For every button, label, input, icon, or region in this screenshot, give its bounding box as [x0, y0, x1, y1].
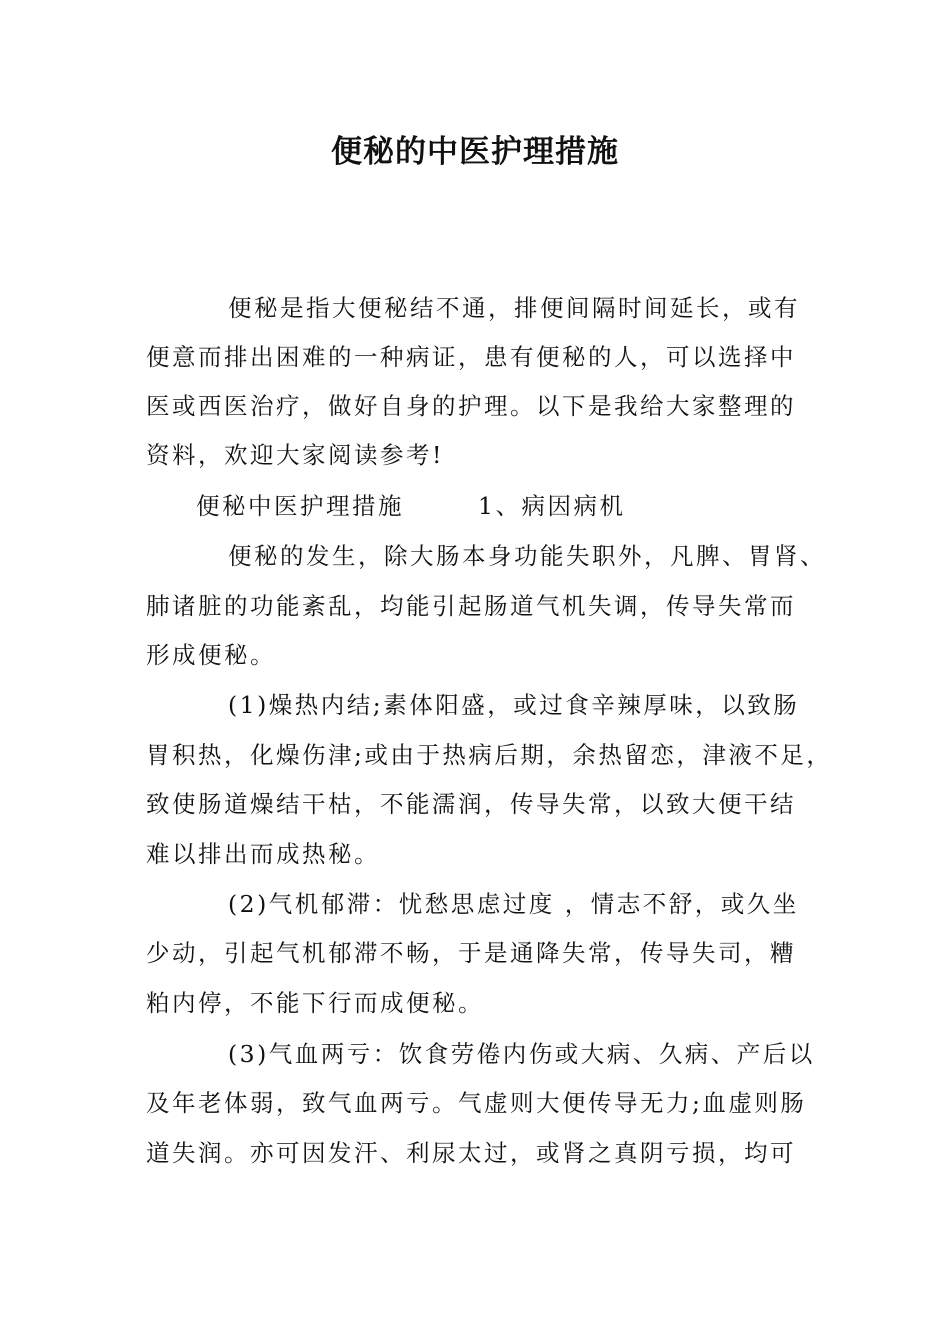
- paragraph-line: 肺诸脏的功能紊乱，均能引起肠道气机失调，传导失常而: [146, 592, 796, 620]
- paragraph-line: 道失润。亦可因发汗、利尿太过，或肾之真阴亏损，均可: [146, 1139, 796, 1167]
- paragraph-line: 医或西医治疗，做好自身的护理。以下是我给大家整理的: [146, 392, 796, 420]
- paragraph-line: (1)燥热内结;素体阳盛，或过食辛辣厚味，以致肠: [228, 691, 800, 719]
- paragraph-line: (3)气血两亏：饮食劳倦内伤或大病、久病、产后以: [228, 1040, 815, 1068]
- section-heading: 便秘中医护理措施: [196, 492, 404, 520]
- document-title: 便秘的中医护理措施: [331, 134, 619, 170]
- paragraph-line: 便秘是指大便秘结不通，排便间隔时间延长，或有: [228, 294, 800, 322]
- paragraph-line: 胃积热，化燥伤津;或由于热病后期，余热留恋，津液不足，: [146, 741, 833, 769]
- section-subheading: 1、病因病机: [478, 492, 626, 520]
- paragraph-line: 便秘的发生，除大肠本身功能失职外，凡脾、胃肾、: [228, 542, 826, 570]
- paragraph-line: 难以排出而成热秘。: [146, 840, 380, 868]
- paragraph-line: 粕内停，不能下行而成便秘。: [146, 989, 484, 1017]
- paragraph-line: 便意而排出困难的一种病证，患有便秘的人，可以选择中: [146, 343, 796, 371]
- section-heading-row: [196, 488, 896, 524]
- paragraph-line: 少动，引起气机郁滞不畅，于是通降失常，传导失司，糟: [146, 939, 796, 967]
- paragraph-line: 致使肠道燥结干枯，不能濡润，传导失常，以致大便干结: [146, 790, 796, 818]
- paragraph-line: (2)气机郁滞：忧愁思虑过度 ，情志不舒，或久坐: [228, 890, 799, 918]
- paragraph-line: 形成便秘。: [146, 641, 276, 669]
- paragraph-line: 及年老体弱，致气血两亏。气虚则大便传导无力;血虚则肠: [146, 1089, 807, 1117]
- paragraph-line: 资料，欢迎大家阅读参考!: [146, 441, 444, 469]
